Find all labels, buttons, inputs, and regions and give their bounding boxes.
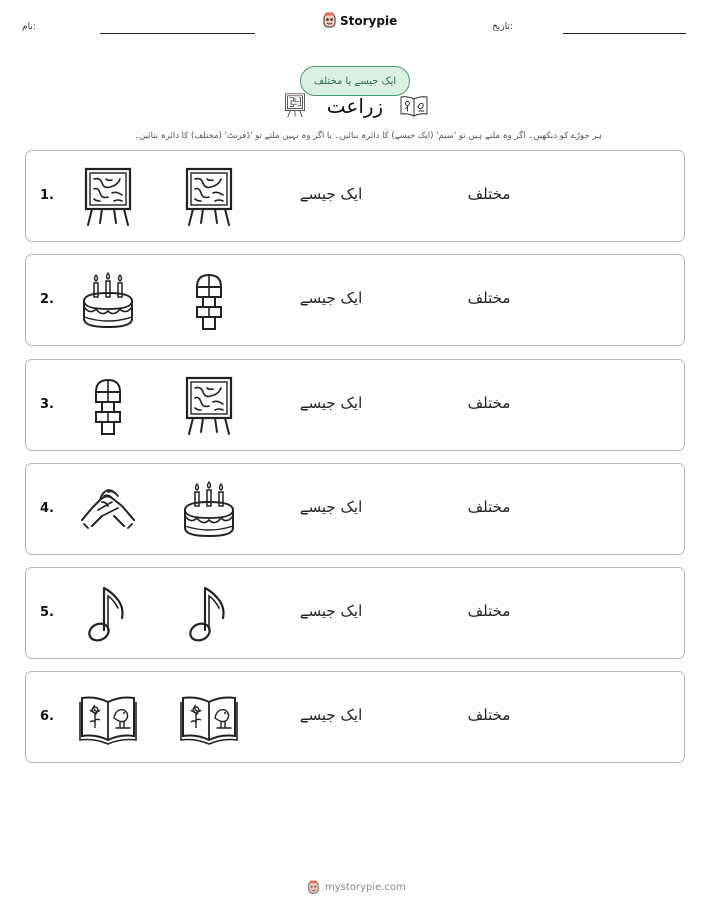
pair-row-4	[25, 463, 685, 555]
same-option[interactable]: ایک جیسے	[299, 498, 363, 516]
same-option[interactable]: ایک جیسے	[299, 289, 363, 307]
maze-easel-icon	[179, 376, 239, 436]
date-line[interactable]	[563, 33, 686, 34]
row-number: 4.	[40, 501, 54, 516]
worksheet-type-badge: ایک جیسے یا مختلف	[300, 66, 410, 96]
instructions-text: ہر جوڑے کو دیکھیں۔ اگر وہ ملتے ہیں تو 'سیم' (ایک جیسے) کا دائرہ بنائیں۔ یا اگر وہ نہیں ملتے تو 'ڈفرنٹ' (مختلف) کا دائرہ بنائیں۔	[134, 131, 602, 141]
different-option[interactable]: مختلف	[467, 289, 511, 307]
worksheet-title: زراعت	[326, 94, 384, 118]
pair-row-1	[25, 150, 685, 242]
hopscotch-icon	[179, 271, 239, 331]
hopscotch-icon	[78, 376, 138, 436]
footer	[307, 880, 406, 895]
different-option[interactable]: مختلف	[467, 185, 511, 203]
different-option[interactable]: مختلف	[467, 706, 511, 724]
pair-row-6	[25, 671, 685, 763]
different-option[interactable]: مختلف	[467, 394, 511, 412]
footer-url[interactable]: mystorypie.com	[325, 882, 406, 893]
row-number: 5.	[40, 605, 54, 620]
pair-row-3	[25, 359, 685, 451]
music-note-icon	[78, 584, 138, 644]
row-number: 6.	[40, 709, 54, 724]
pair-row-5	[25, 567, 685, 659]
brand	[322, 12, 397, 29]
open-book-icon	[179, 688, 239, 748]
birthday-cake-icon	[78, 271, 138, 331]
row-number: 1.	[40, 188, 54, 203]
storypie-logo-icon	[307, 880, 320, 895]
maze-easel-icon	[78, 167, 138, 227]
different-option[interactable]: مختلف	[467, 498, 511, 516]
title-maze-easel-icon	[283, 92, 307, 118]
title-row	[0, 92, 709, 128]
storypie-logo-icon	[322, 12, 337, 29]
birthday-cake-icon	[179, 480, 239, 540]
different-option[interactable]: مختلف	[467, 602, 511, 620]
maze-easel-icon	[179, 167, 239, 227]
same-option[interactable]: ایک جیسے	[299, 185, 363, 203]
same-option[interactable]: ایک جیسے	[299, 602, 363, 620]
brand-name: Storypie	[340, 13, 398, 28]
handshake-icon	[78, 480, 138, 540]
pair-row-2	[25, 254, 685, 346]
title-open-book-icon	[399, 95, 429, 117]
row-number: 2.	[40, 292, 54, 307]
same-option[interactable]: ایک جیسے	[299, 706, 363, 724]
music-note-icon	[179, 584, 239, 644]
same-option[interactable]: ایک جیسے	[299, 394, 363, 412]
date-label: تاریخ:	[492, 22, 513, 32]
name-label: نام:	[22, 22, 36, 32]
name-line[interactable]	[100, 33, 255, 34]
open-book-icon	[78, 688, 138, 748]
row-number: 3.	[40, 397, 54, 412]
